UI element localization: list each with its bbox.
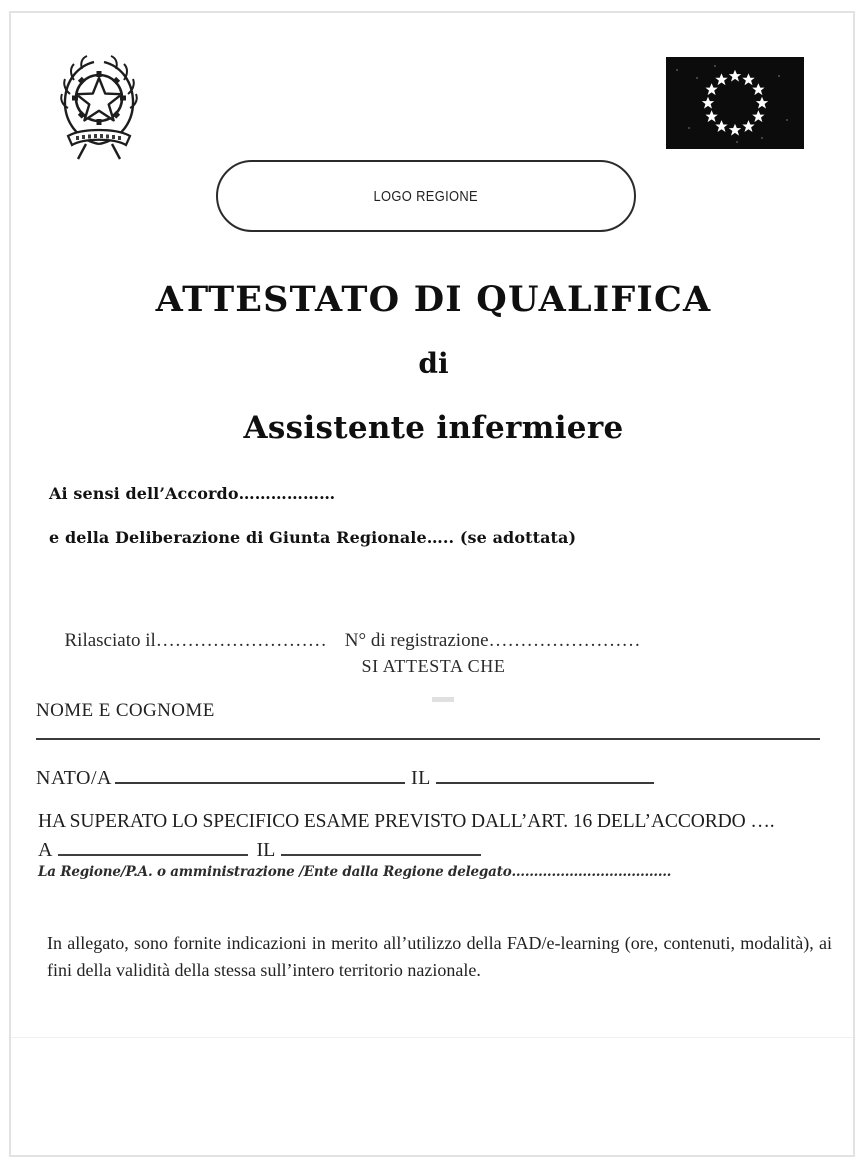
closing-note	[47, 930, 832, 984]
region-logo-placeholder	[216, 160, 636, 232]
european-union-flag-icon	[666, 57, 804, 149]
title-block	[0, 278, 867, 448]
registration-number-label: N° di registrazione……………………	[344, 630, 641, 651]
reference-accordo: Ai sensi dell’Accordo………………	[49, 484, 336, 503]
birthdate-blank[interactable]	[436, 766, 654, 784]
reference-delibera: e della Deliberazione di Giunta Regionale….. (se adottata)	[49, 528, 577, 547]
place-blank[interactable]	[58, 839, 248, 856]
exam-statement: HA SUPERATO LO SPECIFICO ESAME PREVISTO DALL’ART. 16 DELL’ACCORDO ….	[38, 811, 775, 832]
scan-seam	[11, 1037, 853, 1038]
qualification-name: Assistente infermiere	[243, 410, 624, 446]
birthplace-blank[interactable]	[115, 766, 405, 784]
issue-date-label: Rilasciato il………………………	[64, 630, 327, 651]
italian-republic-emblem-icon	[56, 48, 142, 160]
place-date-blank[interactable]	[281, 839, 481, 856]
closing-paragraph: In allegato, sono fornite indicazioni in merito all’utilizzo della FAD/e-learning (ore, contenuti, modalità), ai fini della validità della stessa sull’intero territorio nazionale.	[47, 933, 832, 980]
authority-caption: La Regione/P.A. o amministrazione /Ente dalla Regione delegato………………………………	[38, 864, 672, 880]
birth-row	[36, 766, 826, 790]
name-fill-rule	[36, 738, 820, 740]
document-header	[0, 0, 867, 250]
birth-date-label: IL	[410, 767, 431, 789]
scan-artifact	[432, 697, 454, 702]
attesta-heading: SI ATTESTA CHE	[361, 656, 506, 676]
place-date-label: IL	[256, 839, 276, 861]
place-label: A	[38, 839, 53, 861]
legal-reference-block	[49, 484, 819, 547]
document-title: ATTESTATO DI QUALIFICA	[155, 279, 712, 320]
born-label: NATO/A	[36, 767, 112, 789]
region-logo-label: LOGO REGIONE	[373, 187, 479, 205]
document-title-connector: di	[418, 347, 449, 380]
name-label: NOME E COGNOME	[36, 700, 215, 721]
place-date-row	[38, 839, 481, 862]
